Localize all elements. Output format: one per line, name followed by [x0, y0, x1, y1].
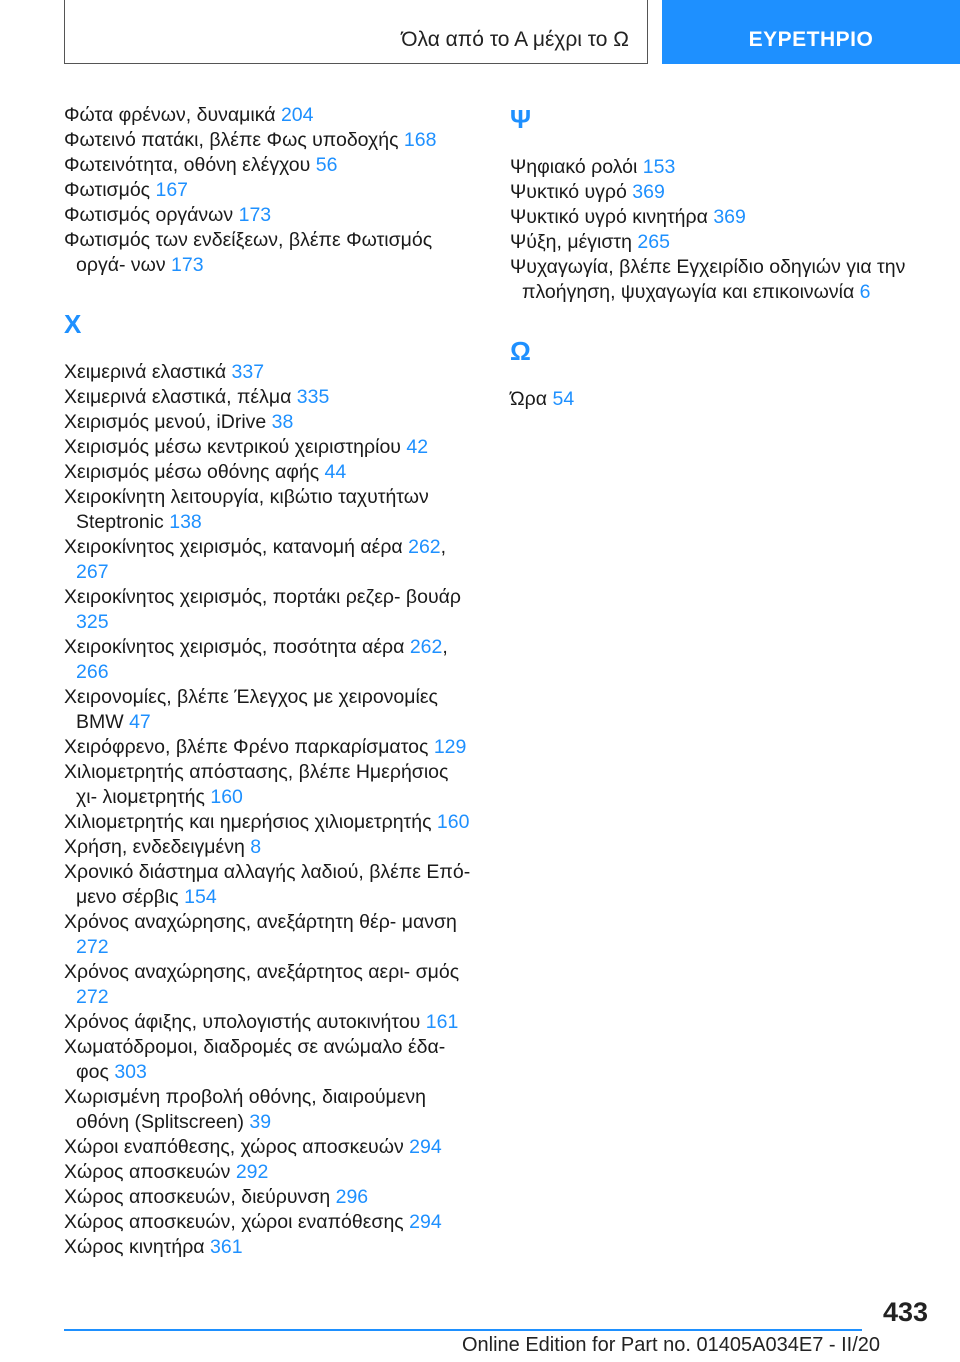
page-link[interactable]: 54 [552, 388, 575, 410]
page-link[interactable]: 56 [315, 154, 338, 176]
page-link[interactable]: 204 [280, 104, 314, 126]
page-link[interactable]: 294 [409, 1211, 442, 1233]
index-entry-text: Φωτεινότητα, οθόνη ελέγχου [64, 154, 311, 176]
page-link[interactable]: 303 [114, 1061, 147, 1083]
index-entry [510, 387, 920, 412]
index-entry-text: Χρόνος αναχώρησης, ανεξάρτητη θέρ‐ μανση [64, 911, 457, 933]
index-entry [64, 1010, 474, 1035]
page-link[interactable]: 369 [713, 206, 746, 228]
index-entry [64, 203, 474, 228]
index-entry-text: Χρήση, ενδεδειγμένη [64, 836, 245, 858]
index-entry-text: Χρόνος άφιξης, υπολογιστής αυτοκινήτου [64, 1011, 421, 1033]
index-entry-text: Χειρισμός μενού, iDrive [64, 411, 267, 433]
index-column-right [510, 103, 920, 412]
footer-divider [64, 1329, 862, 1331]
page-link[interactable]: 154 [184, 886, 217, 908]
page-link[interactable]: 361 [210, 1236, 243, 1258]
page-link[interactable]: 138 [169, 511, 202, 533]
section-letter: Ω [510, 336, 531, 366]
index-entry-text: Χρονικό διάστημα αλλαγής λαδιού, βλέπε Επό‐ μενο σέρβις [64, 861, 471, 908]
page-link[interactable]: 38 [271, 411, 294, 433]
index-entry [64, 385, 474, 410]
index-entry [64, 360, 474, 385]
index-entry-text: Ώρα [510, 388, 548, 410]
index-entry [64, 1035, 474, 1085]
index-entry-text: Χώρος αποσκευών [64, 1161, 231, 1183]
index-entry-text: Χειροκίνητος χειρισμός, πορτάκι ρεζερ‐ βουάρ [64, 586, 461, 608]
index-entry-text: Ψύξη, μέγιστη [510, 231, 632, 253]
page-link[interactable]: 294 [409, 1136, 442, 1158]
index-entry [64, 860, 474, 910]
index-entry [64, 910, 474, 960]
index-entry: Χειροκίνητος χειρισμός, ποσότητα αέρα 262, 266 [64, 636, 448, 683]
index-entry [64, 460, 474, 485]
page-link[interactable]: 265 [637, 231, 670, 253]
page-link[interactable]: 160 [210, 786, 243, 808]
index-entry [64, 103, 474, 128]
index-entry [64, 585, 474, 635]
page-link[interactable]: 335 [296, 386, 330, 408]
page-link[interactable]: 369 [632, 181, 665, 203]
index-entry [64, 153, 474, 178]
index-entry [64, 410, 474, 435]
index-entry-text: Χειροκίνητος χειρισμός, ποσότητα αέρα [64, 636, 405, 658]
index-entry-text: Χρόνος αναχώρησης, ανεξάρτητος αερι‐ σμός [64, 961, 460, 983]
index-entry [510, 230, 920, 255]
index-entry-text: Φωτισμός οργάνων [64, 204, 234, 226]
index-entry [64, 228, 474, 278]
index-entry [64, 128, 474, 153]
footer-edition: Online Edition for Part no. 01405A034E7 - II/20 [461, 1334, 880, 1356]
page-link[interactable]: 325 [76, 611, 109, 633]
section-letter: X [64, 309, 82, 339]
index-entry-text: Χώροι εναπόθεσης, χώρος αποσκευών [64, 1136, 404, 1158]
index-entry [510, 155, 920, 180]
index-entry [64, 1235, 474, 1260]
index-entry-text: Χειροκίνητος χειρισμός, κατανομή αέρα [64, 536, 403, 558]
index-entry-text: Χειρισμός μέσω οθόνης αφής [64, 461, 320, 483]
page-link[interactable]: 42 [406, 436, 429, 458]
index-entry-text: Χιλιομετρητής απόστασης, βλέπε Ημερήσιος χι‐ λιομετρητής [64, 761, 449, 808]
index-entry-text: Φώτα φρένων, δυναμικά [64, 104, 276, 126]
index-entry [64, 1210, 474, 1235]
page-link[interactable]: 167 [155, 179, 189, 201]
index-entry-text: Χειρισμός μέσω κεντρικού χειριστηρίου [64, 436, 401, 458]
page-link[interactable]: 6 [859, 281, 871, 303]
section-letter: Ψ [510, 104, 532, 134]
page-link[interactable]: 173 [171, 254, 204, 276]
index-entry-text: Φωτισμός [64, 179, 151, 201]
page-link[interactable]: 272 [76, 936, 109, 958]
index-entry-text: Χειμερινά ελαστικά, πέλμα [64, 386, 292, 408]
index-entry-text: Χώρος κινητήρα [64, 1236, 205, 1258]
index-entry [64, 178, 474, 203]
page-link[interactable]: 262 [409, 636, 443, 658]
page-link[interactable]: 262 [408, 536, 441, 558]
index-entry-text: Ψυκτικό υγρό [510, 181, 627, 203]
page-link[interactable]: 39 [249, 1111, 272, 1133]
index-entry-text: Χωρισμένη προβολή οθόνης, διαιρούμενη οθόνη (Splitscreen) [64, 1086, 427, 1133]
index-entry [64, 760, 474, 810]
index-entry [64, 435, 474, 460]
index-entry [510, 180, 920, 205]
page-link[interactable]: 160 [436, 811, 470, 833]
tab-index[interactable]: ΕΥΡΕΤΗΡΙΟ [662, 0, 960, 64]
page-link[interactable]: 272 [76, 986, 109, 1008]
index-entry [510, 255, 920, 305]
index-entry-text: Χειρονομίες, βλέπε Έλεγχος με χειρονομίες BMW [64, 686, 438, 733]
index-entry [64, 810, 474, 835]
index-entry-text: Χιλιομετρητής και ημερήσιος χιλιομετρητής [64, 811, 432, 833]
index-entry [64, 1160, 474, 1185]
page-link[interactable]: 8 [250, 836, 262, 858]
index-entry-text: Χωματόδρομοι, διαδρομές σε ανώμαλο έδα‐ φος [64, 1036, 446, 1083]
index-entry-text: Χώρος αποσκευών, διεύρυνση [64, 1186, 331, 1208]
page-link[interactable]: 337 [231, 361, 265, 383]
index-entry-text: Φωτεινό πατάκι, βλέπε Φως υποδοχής [64, 129, 399, 151]
index-entry-text: Ψυκτικό υγρό κινητήρα [510, 206, 708, 228]
page-link[interactable]: 47 [129, 711, 151, 733]
index-entry-text: Ψηφιακό ρολόι [510, 156, 638, 178]
index-entry-text: Φωτισμός των ενδείξεων, βλέπε Φωτισμός οργά‐ νων [64, 229, 433, 276]
index-entry [64, 1085, 474, 1135]
page-link[interactable]: 173 [238, 204, 272, 226]
index-entry-text: Χειρόφρενο, βλέπε Φρένο παρκαρίσματος [64, 736, 429, 758]
index-entry: Χειροκίνητος χειρισμός, κατανομή αέρα 262, 267 [64, 536, 447, 583]
page-number: 433 [882, 1297, 928, 1327]
index-entry-text: Χώρος αποσκευών, χώροι εναπόθεσης [64, 1211, 404, 1233]
index-entry [64, 485, 474, 535]
chapter-title: Όλα από το Α μέχρι το Ω [401, 28, 629, 51]
index-entry [64, 1185, 474, 1210]
page-link[interactable]: 44 [324, 461, 347, 483]
index-entry [64, 960, 474, 1010]
page-link[interactable]: 267 [76, 561, 109, 583]
page-link[interactable]: 129 [433, 736, 467, 758]
page-link[interactable]: 296 [335, 1186, 369, 1208]
index-entry-text: Ψυχαγωγία, βλέπε Εγχειρίδιο οδηγιών για την πλοήγηση, ψυχαγωγία και επικοινωνία [510, 256, 906, 303]
page-link[interactable]: 168 [403, 129, 437, 151]
index-entry-text: Χειροκίνητη λειτουργία, κιβώτιο ταχυτήτων Steptronic [64, 486, 429, 533]
index-entry [64, 735, 474, 760]
index-entry [64, 835, 474, 860]
page-link[interactable]: 153 [642, 156, 676, 178]
page-link[interactable]: 161 [425, 1011, 459, 1033]
index-entry [64, 1135, 474, 1160]
page-link[interactable]: 292 [235, 1161, 269, 1183]
index-entry [64, 685, 474, 735]
index-entry [510, 205, 920, 230]
index-column-left [64, 103, 474, 1260]
page-link[interactable]: 266 [76, 661, 109, 683]
index-entry-text: Χειμερινά ελαστικά [64, 361, 227, 383]
header-title-box [64, 0, 648, 64]
